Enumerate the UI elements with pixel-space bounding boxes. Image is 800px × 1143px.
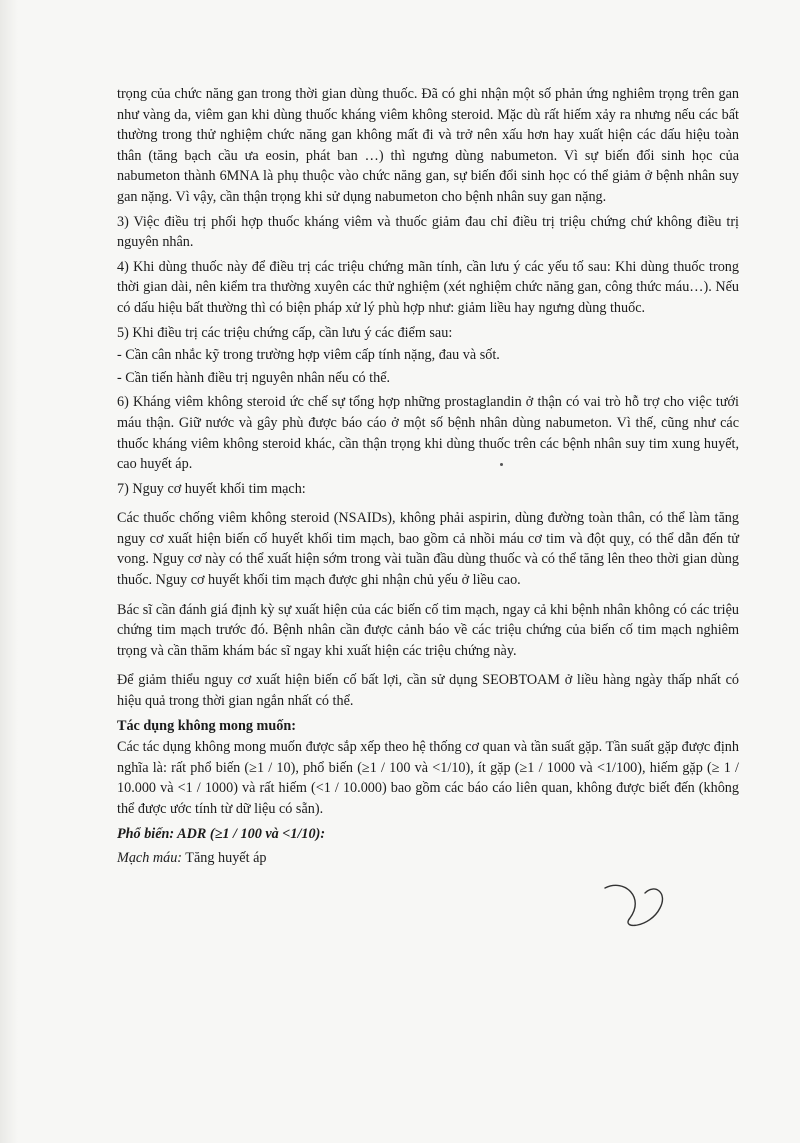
paragraph-adr-intro: Các tác dụng không mong muốn được sắp xếp theo hệ thống cơ quan và tần suất gặp. Tần suất gặp được định nghĩa là: rất phổ biến (≥1 / 10), phổ biến (≥1 / 100 và <1/10), ít gặp (≥1 / 1000 và <1/100), hiếm gặp (≥ 1 / 10.000 và <1 / 1000) và rất hiếm (<1 / 10.000) bao gồm các báo cáo liên quan, không được biết đến (không thể được ước tính từ dữ liệu có sẵn). <box>117 739 739 817</box>
scan-edge-shadow <box>0 0 18 1143</box>
section-heading-adverse-effects: Tác dụng không mong muốn: <box>117 717 296 734</box>
paragraph-item-4: 4) Khi dùng thuốc này để điều trị các triệu chứng mãn tính, cần lưu ý các yếu tố sau: Khi dùng thuốc trong thời gian dài, nên kiểm tra thường xuyên các thử nghiệm (xét nghiệm chức năng gan, công thức máu…). Nếu có dấu hiệu bất thường thì có biện pháp xử lý phù hợp như: giảm liều hay ngưng dùng thuốc. <box>117 258 739 316</box>
bullet-treat-cause: - Cần tiến hành điều trị nguyên nhân nếu có thể. <box>117 369 391 386</box>
paragraph-item-5: 5) Khi điều trị các triệu chứng cấp, cần lưu ý các điểm sau: <box>117 324 453 341</box>
paragraph-item-3: 3) Việc điều trị phối hợp thuốc kháng viêm và thuốc giảm đau chỉ điều trị triệu chứng chứ không điều trị nguyên nhân. <box>117 213 739 251</box>
scan-speck <box>500 463 503 466</box>
vascular-text: Tăng huyết áp <box>182 850 267 867</box>
paragraph-item-7-title: 7) Nguy cơ huyết khối tim mạch: <box>117 480 306 497</box>
vascular-label: Mạch máu: <box>117 850 183 867</box>
paragraph-minimize-risk: Để giảm thiểu nguy cơ xuất hiện biến cố bất lợi, cần sử dụng SEOBTOAM ở liều hàng ngày thấp nhất có hiệu quả trong thời gian ngắn nhất có thể. <box>117 672 739 710</box>
subheading-common-adr: Phổ biến: ADR (≥1 / 100 và <1/10): <box>117 825 326 842</box>
handwritten-mark <box>600 858 680 938</box>
paragraph-nsaid-cv-risk: Các thuốc chống viêm không steroid (NSAIDs), không phải aspirin, dùng đường toàn thân, có thể làm tăng nguy cơ xuất hiện biến cố huyết khối tim mạch, bao gồm cả nhồi máu cơ tim và đột quỵ, có thể dẫn đến tử vong. Nguy cơ này có thể xuất hiện sớm trong vài tuần đầu dùng thuốc và có thể tăng lên theo thời gian dùng thuốc. Nguy cơ huyết khối tim mạch được ghi nhận chủ yếu ở liều cao. <box>117 510 739 589</box>
bullet-acute-inflammation: - Cần cân nhắc kỹ trong trường hợp viêm cấp tính nặng, đau và sốt. <box>117 347 500 364</box>
paragraph-item-6: 6) Kháng viêm không steroid ức chế sự tổng hợp những prostaglandin ở thận có vai trò hỗ trợ cho việc tưới máu thận. Giữ nước và gây phù được báo cáo ở một số bệnh nhân dùng nabumeton. Vì thế, cũng như các thuốc kháng viêm không steroid khác, cần thận trọng khi dùng thuốc trên các bệnh nhân suy tim xung huyết, cao huyết áp. <box>117 394 739 473</box>
paragraph-liver-function: trọng của chức năng gan trong thời gian dùng thuốc. Đã có ghi nhận một số phản ứng nghiêm trọng trên gan như vàng da, viêm gan khi dùng thuốc kháng viêm không steroid. Mặc dù rất hiếm xảy ra nhưng nếu các bất thường trong thử nghiệm chức năng gan không mất đi và trở nên xấu hơn hay xuất hiện các dấu hiệu toàn thân (tăng bạch cầu ưa eosin, phát ban …) thì ngưng dùng nabumeton. Vì sự biến đổi sinh học của nabumeton thành 6MNA là phụ thuộc vào chức năng gan, sự biến đổi sinh học có thể giảm ở bệnh nhân suy gan nặng. Vì vậy, cần thận trọng khi sử dụng nabumeton cho bệnh nhân suy gan nặng. <box>117 86 739 205</box>
paragraph-doctor-assessment: Bác sĩ cần đánh giá định kỳ sự xuất hiện của các biến cố tim mạch, ngay cả khi bệnh nhân không có các triệu chứng tim mạch trước đó. Bệnh nhân cần được cảnh báo về các triệu chứng của biến cố tim mạch nghiêm trọng và cần thăm khám bác sĩ ngay khi xuất hiện các triệu chứng này. <box>117 601 739 659</box>
document-body <box>117 84 739 873</box>
